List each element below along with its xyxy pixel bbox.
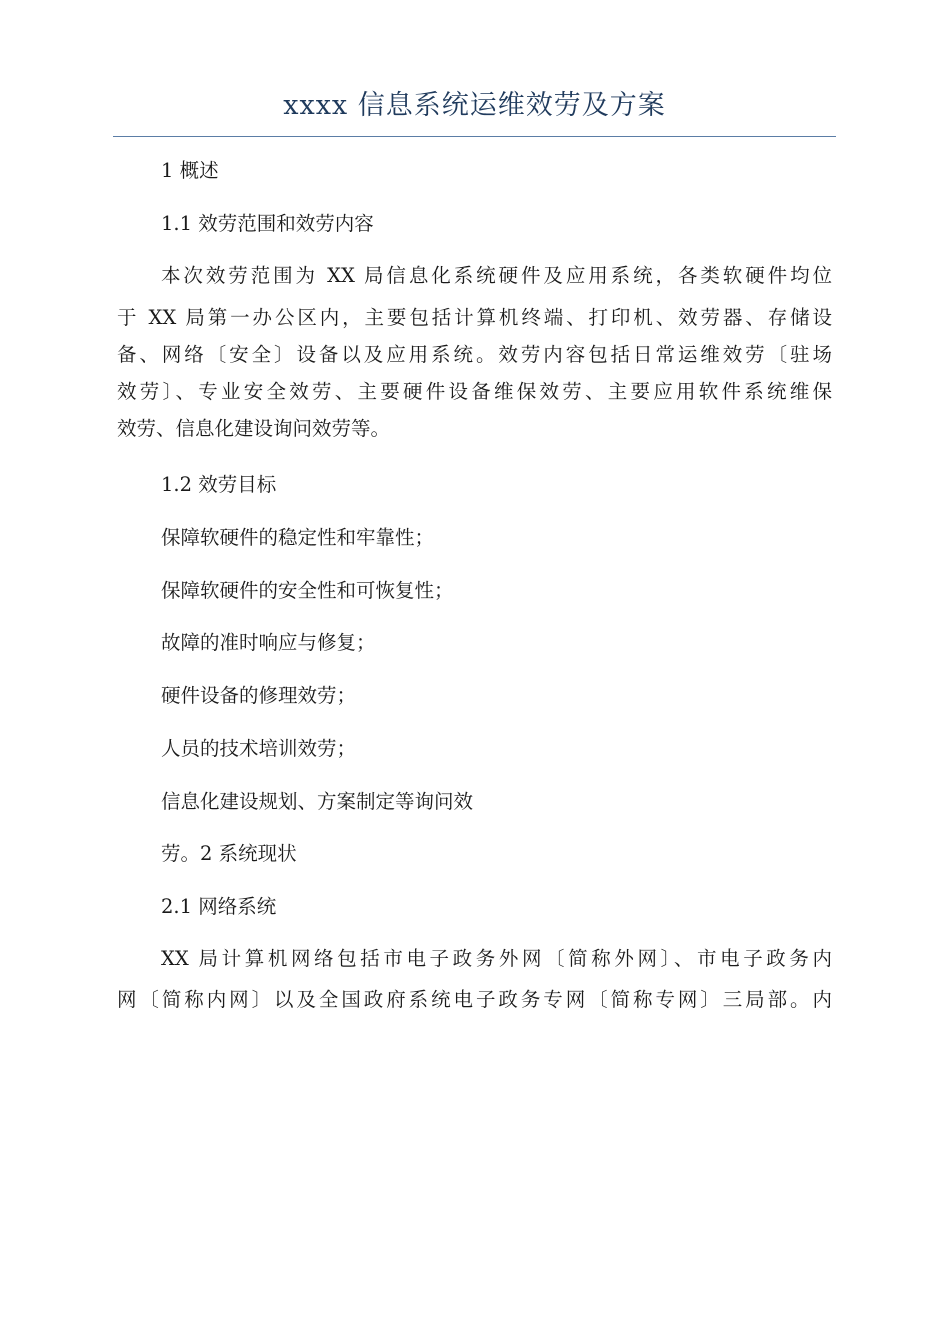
paragraph-line: 网〔简称内网〕以及全国政府系统电子政务专网〔简称专网〕三局部。内 [117, 988, 832, 1011]
paragraph-line: XX 局计算机网络包括市电子政务外网〔简称外网〕、市电子政务内 [161, 947, 832, 970]
paragraph-line: 效劳〕、专业安全效劳、主要硬件设备维保效劳、主要应用软件系统维保 [117, 380, 832, 403]
paragraph-line: 效劳、信息化建设询问效劳等。 [117, 417, 391, 440]
list-item: 信息化建设规划、方案制定等询问效 [161, 790, 474, 813]
list-item: 硬件设备的修理效劳； [161, 684, 357, 707]
list-item: 人员的技术培训效劳； [161, 737, 357, 760]
list-item: 故障的准时响应与修复； [161, 631, 376, 654]
paragraph-line: 本次效劳范围为 XX 局信息化系统硬件及应用系统，各类软硬件均位 [161, 264, 832, 287]
list-item: 劳。2 系统现状 [161, 842, 297, 865]
title-underline [113, 136, 836, 137]
heading-goals: 1.2 效劳目标 [161, 473, 277, 496]
list-item: 保障软硬件的稳定性和牢靠性； [161, 526, 435, 549]
paragraph-line: 于 XX 局第一办公区内，主要包括计算机终端、打印机、效劳器、存储设 [117, 306, 832, 329]
paragraph-line: 备、网络〔安全〕设备以及应用系统。效劳内容包括日常运维效劳〔驻场 [117, 343, 832, 366]
heading-network: 2.1 网络系统 [161, 895, 277, 918]
list-item: 保障软硬件的安全性和可恢复性； [161, 579, 454, 602]
heading-scope: 1.1 效劳范围和效劳内容 [161, 212, 374, 235]
heading-overview: 1 概述 [161, 159, 219, 182]
document-title: xxxx 信息系统运维效劳及方案 [283, 90, 666, 121]
